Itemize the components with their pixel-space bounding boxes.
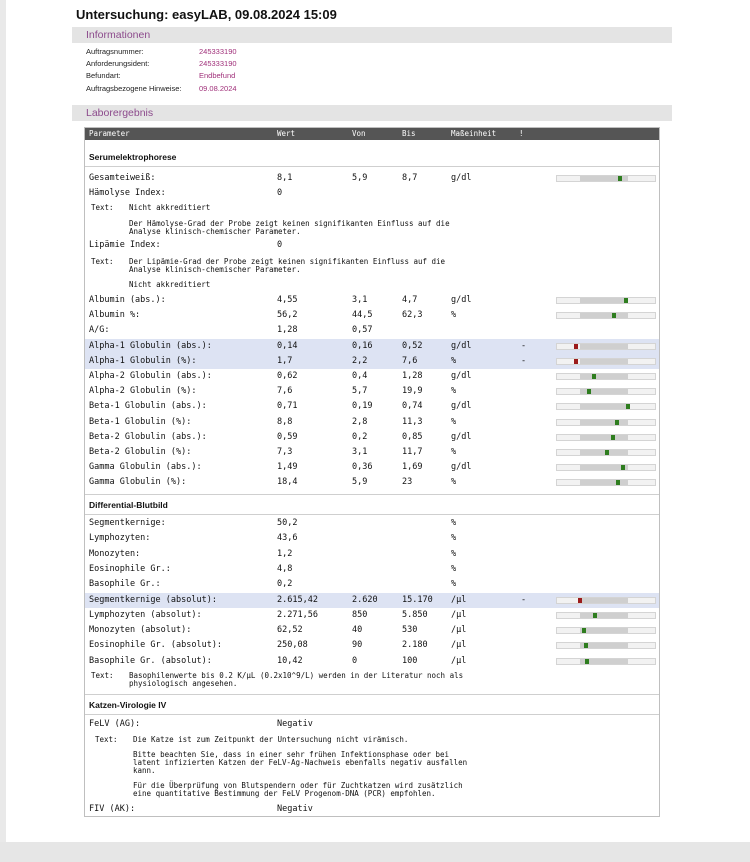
cell-bis: 0,85 — [402, 431, 423, 442]
cell-wert: 8,8 — [277, 416, 293, 427]
report-title: Untersuchung: easyLAB, 09.08.2024 15:09 — [76, 7, 337, 22]
cell-param: Segmentkernige: — [89, 518, 166, 528]
param-value: Negativ — [277, 804, 313, 814]
cell-param: Gamma Globulin (abs.): — [89, 462, 202, 473]
results-table — [84, 127, 660, 817]
cell-von: 0 — [352, 655, 358, 666]
cell-unit: g/dl — [451, 295, 472, 305]
section-laborergebnis: Laborergebnis — [72, 105, 672, 121]
info-key: Auftragsbezogene Hinweise: — [86, 84, 182, 93]
cell-param: Gesamteiweiß: — [89, 173, 156, 183]
table-row — [85, 593, 659, 608]
note-line: Nicht akkreditiert — [129, 203, 211, 212]
note-line: Basophilenwerte bis 0.2 K/µL (0.2x10^9/L) werden in der Literatur noch als — [129, 671, 464, 680]
reference-zone — [580, 613, 628, 618]
note-label: Text: — [95, 735, 118, 744]
cell-unit: g/dl — [451, 340, 472, 351]
group-differential-blutbild: Differential-Blutbild — [89, 500, 168, 510]
col-parameter: Parameter — [89, 129, 130, 138]
note-line: eine quantitative Bestimmung der FeLV Progenom-DNA (PCR) empfohlen. — [133, 789, 436, 798]
cell-bis: 8,7 — [402, 173, 418, 183]
cell-von: 0,36 — [352, 462, 373, 473]
cell-wert: 56,2 — [277, 310, 298, 321]
param-value: 0 — [277, 240, 283, 250]
cell-bis: 1,69 — [402, 462, 423, 473]
value-marker — [593, 613, 597, 618]
cell-unit: % — [451, 447, 457, 457]
range-gauge — [556, 658, 656, 665]
note-line: Für die Überprüfung von Blutspendern oder für Zuchtkatzen wird zusätzlich — [133, 781, 463, 790]
range-gauge — [556, 358, 656, 365]
note-label: Text: — [91, 203, 114, 212]
cell-unit: /µl — [451, 609, 467, 620]
col-von: Von — [352, 129, 366, 138]
range-gauge — [556, 403, 656, 410]
range-gauge — [556, 312, 656, 319]
table-row — [85, 238, 659, 253]
value-marker — [592, 374, 596, 379]
cell-wert: 43,6 — [277, 533, 298, 544]
cell-unit: % — [451, 548, 457, 559]
cell-param: Basophile Gr.: — [89, 579, 161, 590]
table-row — [85, 171, 659, 186]
param-value: Negativ — [277, 719, 313, 729]
range-gauge — [556, 642, 656, 649]
cell-wert: 250,08 — [277, 640, 308, 651]
note-label: Text: — [91, 671, 114, 680]
cell-bis: 2.180 — [402, 640, 428, 651]
reference-zone — [580, 298, 628, 303]
range-gauge — [556, 627, 656, 634]
range-gauge — [556, 597, 656, 604]
table-row — [85, 475, 659, 490]
cell-wert: 2.271,56 — [277, 609, 318, 620]
param-name: FeLV (AG): — [89, 719, 141, 729]
cell-param: Alpha-1 Globulin (%): — [89, 355, 197, 366]
range-gauge — [556, 419, 656, 426]
table-row — [85, 531, 659, 546]
cell-von: 850 — [352, 609, 368, 620]
value-marker — [574, 344, 578, 349]
reference-zone — [580, 313, 628, 318]
info-key: Befundart: — [86, 71, 121, 80]
cell-param: Alpha-2 Globulin (abs.): — [89, 371, 212, 381]
value-marker — [574, 359, 578, 364]
cell-param: Alpha-1 Globulin (abs.): — [89, 340, 212, 351]
cell-bis: 530 — [402, 625, 418, 636]
cell-unit: g/dl — [451, 462, 472, 473]
cell-von: 0,57 — [352, 325, 373, 336]
col-wert: Wert — [277, 129, 296, 138]
info-key: Anforderungsident: — [86, 59, 150, 68]
cell-von: 5,9 — [352, 173, 368, 183]
cell-von: 2.620 — [352, 594, 378, 605]
cell-unit: /µl — [451, 625, 467, 636]
cell-param: Lymphozyten (absolut): — [89, 609, 202, 620]
reference-zone — [580, 450, 628, 455]
cell-unit: % — [451, 386, 457, 397]
cell-unit: % — [451, 310, 457, 321]
cell-bis: 5.850 — [402, 609, 428, 620]
value-marker — [578, 598, 582, 603]
reference-zone — [580, 344, 628, 349]
col-bis: Bis — [402, 129, 416, 138]
reference-zone — [580, 374, 628, 379]
cell-unit: % — [451, 533, 457, 544]
cell-von: 44,5 — [352, 310, 373, 321]
divider — [85, 166, 659, 167]
cell-unit: /µl — [451, 640, 467, 651]
info-row — [86, 71, 235, 80]
param-name: Lipämie Index: — [89, 240, 161, 250]
cell-bis: 1,28 — [402, 371, 423, 381]
table-row — [85, 623, 659, 638]
note-line: latent infizierten Katzen der FeLV-Ag-Nachweis ebenfalls negativ ausfallen — [133, 758, 468, 767]
cell-wert: 18,4 — [277, 477, 298, 488]
range-gauge — [556, 175, 656, 182]
range-gauge — [556, 373, 656, 380]
cell-wert: 0,71 — [277, 401, 298, 412]
range-gauge — [556, 434, 656, 441]
cell-wert: 0 — [277, 188, 283, 198]
cell-wert: 0,59 — [277, 431, 298, 442]
cell-bis: 23 — [402, 477, 413, 488]
cell-bis: 62,3 — [402, 310, 423, 321]
cell-param: A/G: — [89, 325, 110, 336]
cell-wert: 7,3 — [277, 447, 293, 457]
cell-param: Gamma Globulin (%): — [89, 477, 187, 488]
info-value: 245333190 — [199, 59, 237, 68]
col-masseinheit: Maßeinheit — [451, 129, 497, 138]
table-row — [85, 460, 659, 475]
info-row — [86, 59, 237, 68]
cell-unit: % — [451, 563, 457, 574]
value-marker — [615, 420, 619, 425]
cell-param: Eosinophile Gr.: — [89, 563, 171, 574]
table-row — [85, 399, 659, 414]
cell-von: 40 — [352, 625, 363, 636]
note-line: Bitte beachten Sie, dass in einer sehr frühen Infektionsphase oder bei — [133, 750, 450, 759]
range-gauge — [556, 479, 656, 486]
table-row — [85, 802, 659, 817]
cell-unit: /µl — [451, 655, 467, 666]
table-header — [85, 128, 659, 140]
cell-wert: 1,2 — [277, 548, 293, 559]
value-marker — [616, 480, 620, 485]
cell-von: 90 — [352, 640, 363, 651]
cell-von: 5,9 — [352, 477, 368, 488]
table-row — [85, 638, 659, 653]
cell-wert: 1,7 — [277, 355, 293, 366]
table-row — [85, 339, 659, 354]
cell-wert: 50,2 — [277, 518, 298, 528]
value-marker — [626, 404, 630, 409]
range-gauge — [556, 388, 656, 395]
note-line: Der Hämolyse-Grad der Probe zeigt keinen signifikanten Einfluss auf die — [129, 219, 450, 228]
reference-zone — [580, 598, 628, 603]
cell-wert: 0,62 — [277, 371, 298, 381]
group-katzen-virologie: Katzen-Virologie IV — [89, 700, 167, 710]
table-row — [85, 415, 659, 430]
cell-param: Eosinophile Gr. (absolut): — [89, 640, 223, 651]
range-gauge — [556, 449, 656, 456]
table-row — [85, 384, 659, 399]
cell-bis: 100 — [402, 655, 418, 666]
cell-param: Beta-1 Globulin (abs.): — [89, 401, 207, 412]
cell-param: Albumin %: — [89, 310, 141, 321]
cell-wert: 4,55 — [277, 295, 298, 305]
reference-zone — [580, 404, 628, 409]
info-value: 245333190 — [199, 47, 237, 56]
reference-zone — [580, 420, 628, 425]
info-row — [86, 84, 237, 93]
cell-von: 3,1 — [352, 295, 368, 305]
cell-wert: 2.615,42 — [277, 594, 318, 605]
note-line: Die Katze ist zum Zeitpunkt der Untersuchung nicht virämisch. — [133, 735, 409, 744]
note-line: kann. — [133, 766, 156, 775]
value-marker — [587, 389, 591, 394]
cell-unit: g/dl — [451, 371, 472, 381]
cell-bis: 15.170 — [402, 594, 433, 605]
table-row — [85, 445, 659, 460]
cell-param: Hämolyse Index: — [89, 188, 166, 198]
value-marker — [582, 628, 586, 633]
reference-zone — [580, 359, 628, 364]
cell-param: Beta-2 Globulin (%): — [89, 447, 192, 457]
info-row — [86, 47, 237, 56]
table-row — [85, 293, 659, 308]
cell-wert: 7,6 — [277, 386, 293, 397]
cell-unit: /µl — [451, 594, 467, 605]
cell-param: Beta-1 Globulin (%): — [89, 416, 192, 427]
cell-bis: 7,6 — [402, 355, 418, 366]
divider — [85, 714, 659, 715]
cell-param: Monozyten (absolut): — [89, 625, 192, 636]
cell-wert: 8,1 — [277, 173, 293, 183]
cell-von: 0,19 — [352, 401, 373, 412]
table-row — [85, 562, 659, 577]
note-line: Der Lipämie-Grad der Probe zeigt keinen signifikanten Einfluss auf die — [129, 257, 446, 266]
param-name: FIV (AK): — [89, 804, 136, 814]
section-informationen: Informationen — [72, 27, 672, 43]
cell-bis: 4,7 — [402, 295, 418, 305]
page-shadow-bottom — [0, 842, 750, 862]
table-row — [85, 654, 659, 669]
range-gauge — [556, 343, 656, 350]
divider — [85, 494, 659, 495]
cell-param: Basophile Gr. (absolut): — [89, 655, 212, 666]
cell-wert: 62,52 — [277, 625, 303, 636]
table-row — [85, 547, 659, 562]
value-marker — [605, 450, 609, 455]
cell-param: Albumin (abs.): — [89, 295, 166, 305]
cell-param: Monozyten: — [89, 548, 141, 559]
table-row — [85, 323, 659, 338]
cell-von: 0,4 — [352, 371, 368, 381]
table-row — [85, 308, 659, 323]
cell-bis: 19,9 — [402, 386, 423, 397]
table-row — [85, 516, 659, 531]
cell-unit: g/dl — [451, 431, 472, 442]
cell-von: 5,7 — [352, 386, 368, 397]
value-marker — [624, 298, 628, 303]
cell-flag: - — [521, 355, 527, 366]
cell-wert: 1,49 — [277, 462, 298, 473]
cell-wert: 0,14 — [277, 340, 298, 351]
cell-von: 0,16 — [352, 340, 373, 351]
cell-param: Segmentkernige (absolut): — [89, 594, 217, 605]
cell-flag: - — [521, 594, 527, 605]
table-row — [85, 354, 659, 369]
cell-unit: % — [451, 416, 457, 427]
col-flag: ! — [519, 129, 524, 138]
value-marker — [611, 435, 615, 440]
note-line: Nicht akkreditiert — [129, 280, 211, 289]
reference-zone — [580, 628, 628, 633]
value-marker — [584, 643, 588, 648]
cell-wert: 10,42 — [277, 655, 303, 666]
cell-bis: 0,74 — [402, 401, 423, 412]
reference-zone — [580, 480, 628, 485]
info-value: 09.08.2024 — [199, 84, 237, 93]
table-row — [85, 608, 659, 623]
range-gauge — [556, 464, 656, 471]
group-serumelektrophorese: Serumelektrophorese — [89, 152, 177, 162]
cell-wert: 4,8 — [277, 563, 293, 574]
note-label: Text: — [91, 257, 114, 266]
table-row — [85, 369, 659, 384]
info-key: Auftragsnummer: — [86, 47, 144, 56]
divider — [85, 514, 659, 515]
cell-flag: - — [521, 340, 527, 351]
table-row — [85, 577, 659, 592]
reference-zone — [580, 435, 628, 440]
cell-param: Beta-2 Globulin (abs.): — [89, 431, 207, 442]
cell-unit: % — [451, 355, 457, 366]
cell-param: Alpha-2 Globulin (%): — [89, 386, 197, 397]
note-line: physiologisch angesehen. — [129, 679, 238, 688]
value-marker — [621, 465, 625, 470]
cell-von: 2,2 — [352, 355, 368, 366]
cell-von: 3,1 — [352, 447, 368, 457]
value-marker — [585, 659, 589, 664]
cell-unit: % — [451, 477, 457, 488]
info-value: Endbefund — [199, 71, 236, 80]
cell-unit: % — [451, 579, 457, 590]
cell-bis: 0,52 — [402, 340, 423, 351]
cell-wert: 1,28 — [277, 325, 298, 336]
range-gauge — [556, 297, 656, 304]
cell-wert: 0,2 — [277, 579, 293, 590]
table-row — [85, 717, 659, 732]
cell-unit: g/dl — [451, 401, 472, 412]
cell-bis: 11,7 — [402, 447, 423, 457]
table-row — [85, 186, 659, 201]
cell-von: 2,8 — [352, 416, 368, 427]
table-row — [85, 430, 659, 445]
range-gauge — [556, 612, 656, 619]
cell-param: Lymphozyten: — [89, 533, 151, 544]
cell-von: 0,2 — [352, 431, 368, 442]
divider — [85, 694, 659, 695]
note-line: Analyse klinisch-chemischer Parameter. — [129, 265, 301, 274]
value-marker — [618, 176, 622, 181]
value-marker — [612, 313, 616, 318]
cell-unit: % — [451, 518, 457, 528]
page-shadow-left — [0, 0, 6, 862]
cell-unit: g/dl — [451, 173, 472, 183]
note-line: Analyse klinisch-chemischer Parameter. — [129, 227, 301, 236]
cell-bis: 11,3 — [402, 416, 423, 427]
